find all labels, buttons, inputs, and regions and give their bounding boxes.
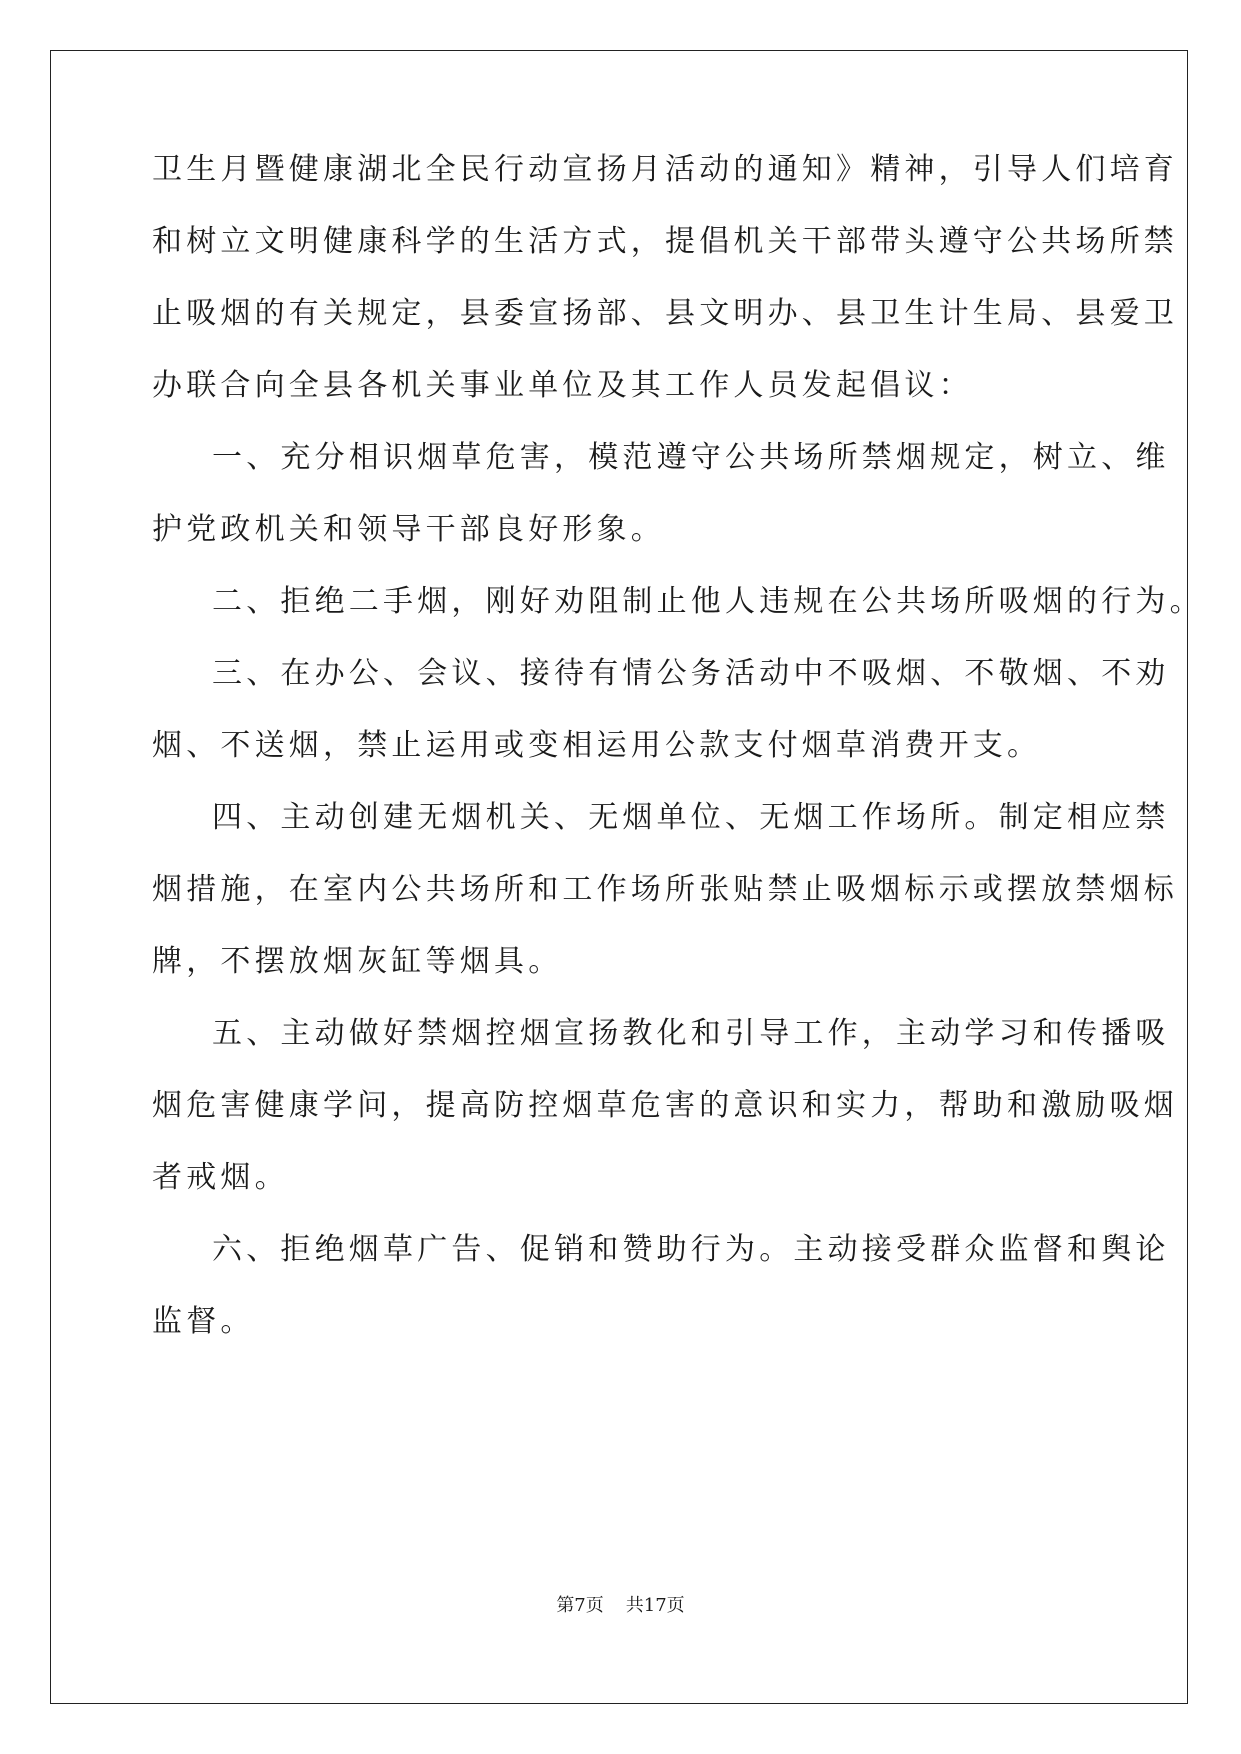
- current-page-number: 第7页: [556, 1595, 604, 1616]
- body-line: 监督。: [152, 1304, 255, 1339]
- page-footer: [0, 1594, 1241, 1618]
- body-line: 者戒烟。: [152, 1160, 289, 1195]
- paragraph-four-start: 四、主动创建无烟机关、无烟单位、无烟工作场所。制定相应禁: [212, 800, 1170, 835]
- body-line: 卫生月暨健康湖北全民行动宣扬月活动的通知》精神，引导人们培育: [152, 152, 1178, 187]
- total-page-count: 共17页: [625, 1595, 685, 1616]
- body-line: 止吸烟的有关规定，县委宣扬部、县文明办、县卫生计生局、县爱卫: [152, 296, 1178, 331]
- paragraph-three-start: 三、在办公、会议、接待有情公务活动中不吸烟、不敬烟、不劝: [212, 656, 1170, 691]
- body-line: 护党政机关和领导干部良好形象。: [152, 512, 665, 547]
- body-line: 和树立文明健康科学的生活方式，提倡机关干部带头遵守公共场所禁: [152, 224, 1178, 259]
- body-line: 烟危害健康学问，提高防控烟草危害的意识和实力，帮助和激励吸烟: [152, 1088, 1178, 1123]
- paragraph-two-start: 二、拒绝二手烟，刚好劝阻制止他人违规在公共场所吸烟的行为。: [212, 584, 1204, 619]
- body-line: 烟措施，在室内公共场所和工作场所张贴禁止吸烟标示或摆放禁烟标: [152, 872, 1178, 907]
- body-line: 办联合向全县各机关事业单位及其工作人员发起倡议：: [152, 368, 973, 403]
- body-line: 烟、不送烟，禁止运用或变相运用公款支付烟草消费开支。: [152, 728, 1042, 763]
- paragraph-one-start: 一、充分相识烟草危害，模范遵守公共场所禁烟规定，树立、维: [212, 440, 1170, 475]
- paragraph-six-start: 六、拒绝烟草广告、促销和赞助行为。主动接受群众监督和舆论: [212, 1232, 1170, 1267]
- paragraph-five-start: 五、主动做好禁烟控烟宣扬教化和引导工作，主动学习和传播吸: [212, 1016, 1170, 1051]
- body-line: 牌，不摆放烟灰缸等烟具。: [152, 944, 563, 979]
